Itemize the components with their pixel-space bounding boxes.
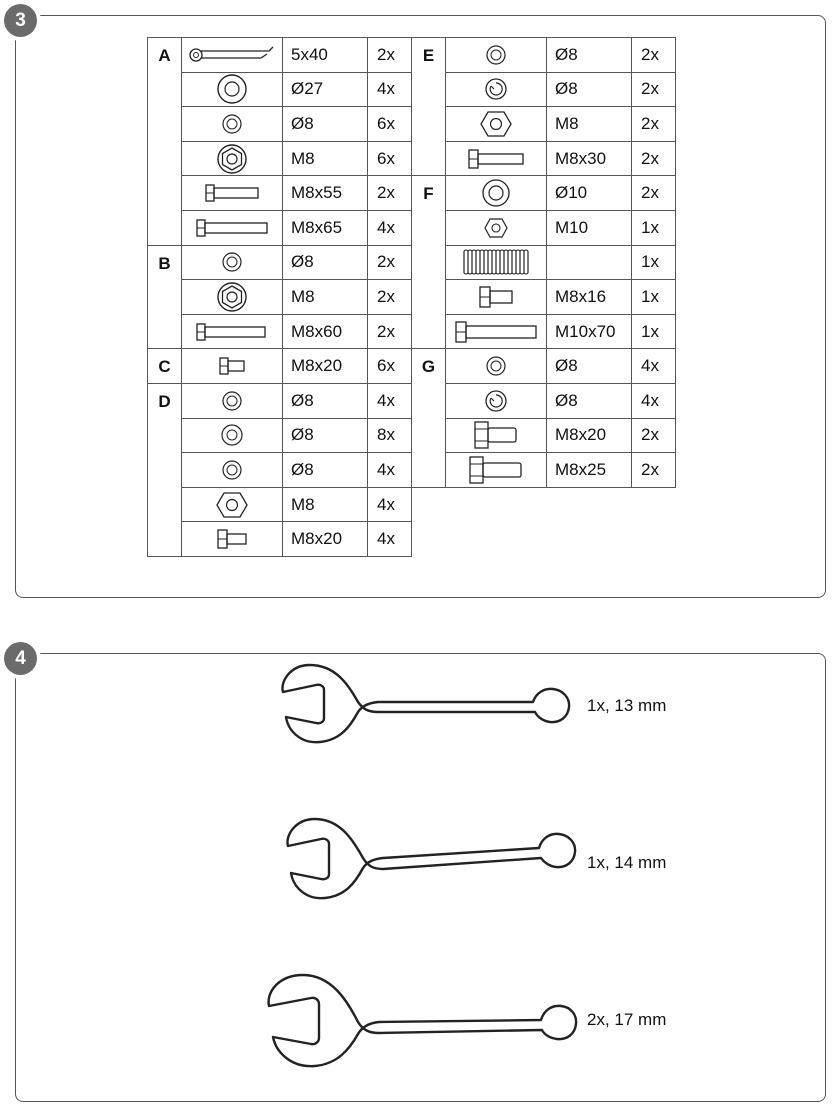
step-4-badge: 4 xyxy=(4,642,37,675)
table-row: M8x16 1x xyxy=(412,280,676,315)
table-row: A 5x40 2x xyxy=(148,38,412,73)
wrench-label: 1x, 13 mm xyxy=(587,696,667,715)
table-row: D Ø8 4x xyxy=(148,383,412,418)
table-row: M8 2x xyxy=(412,107,676,142)
table-row: Ø8 6x xyxy=(148,107,412,142)
table-row: M8x20 2x xyxy=(412,418,676,453)
wrench-icon xyxy=(263,972,579,1070)
table-row: M8x55 2x xyxy=(148,176,412,211)
group-label-c: C xyxy=(148,349,182,384)
wrench-icon xyxy=(283,816,579,902)
bolt-icon xyxy=(446,418,547,453)
table-row: Ø8 8x xyxy=(148,418,412,453)
washer-icon xyxy=(182,418,283,453)
washer-icon xyxy=(182,383,283,418)
table-row: Ø8 4x xyxy=(148,453,412,488)
spring-washer-icon xyxy=(446,72,547,107)
table-row: M8x30 2x xyxy=(412,141,676,176)
table-row: M10 1x xyxy=(412,210,676,245)
hex-nut-icon xyxy=(446,210,547,245)
flange-nut-icon xyxy=(182,280,283,315)
washer-icon xyxy=(182,72,283,107)
table-row: Ø27 4x xyxy=(148,72,412,107)
table-row: M8 4x xyxy=(148,487,412,522)
bolt-icon xyxy=(182,176,283,211)
table-row: M8 6x xyxy=(148,141,412,176)
bolt-icon xyxy=(182,349,283,384)
bolt-icon xyxy=(182,210,283,245)
step-3-badge: 3 xyxy=(4,4,37,37)
table-row: M8x25 2x xyxy=(412,453,676,488)
parts-table-left xyxy=(147,37,412,557)
spring-washer-icon xyxy=(446,383,547,418)
table-row: Ø8 2x xyxy=(412,72,676,107)
hex-nut-icon xyxy=(182,487,283,522)
table-row: E Ø8 2x xyxy=(412,38,676,73)
wrench-label: 1x, 14 mm xyxy=(587,853,667,872)
parts-table-right xyxy=(411,37,676,488)
bolt-icon xyxy=(446,280,547,315)
group-label-f: F xyxy=(412,176,446,349)
washer-icon xyxy=(182,107,283,142)
bolt-icon xyxy=(446,141,547,176)
group-label-a: A xyxy=(148,38,182,246)
table-row: M8 2x xyxy=(148,280,412,315)
flange-nut-icon xyxy=(182,141,283,176)
hex-nut-icon xyxy=(446,107,547,142)
washer-icon xyxy=(446,38,547,73)
table-row: G Ø8 4x xyxy=(412,349,676,384)
group-label-b: B xyxy=(148,245,182,349)
washer-icon xyxy=(182,245,283,280)
table-row: C M8x20 6x xyxy=(148,349,412,384)
wrench-icon xyxy=(278,662,573,746)
table-row: M8x60 2x xyxy=(148,314,412,349)
wrench-label: 2x, 17 mm xyxy=(587,1010,667,1029)
bolt-icon xyxy=(182,314,283,349)
table-row: 1x xyxy=(412,245,676,280)
washer-icon xyxy=(446,349,547,384)
table-row: F Ø10 2x xyxy=(412,176,676,211)
table-row: M8x65 4x xyxy=(148,210,412,245)
table-row: M8x20 4x xyxy=(148,522,412,557)
bolt-icon xyxy=(446,453,547,488)
group-label-e: E xyxy=(412,38,446,176)
group-label-g: G xyxy=(412,349,446,487)
cotter-pin-icon xyxy=(182,38,283,73)
bolt-icon xyxy=(182,522,283,557)
group-label-d: D xyxy=(148,383,182,556)
table-row: M10x70 1x xyxy=(412,314,676,349)
bolt-icon xyxy=(446,314,547,349)
washer-icon xyxy=(446,176,547,211)
spring-icon xyxy=(446,245,547,280)
washer-icon xyxy=(182,453,283,488)
table-row: B Ø8 2x xyxy=(148,245,412,280)
table-row: Ø8 4x xyxy=(412,383,676,418)
